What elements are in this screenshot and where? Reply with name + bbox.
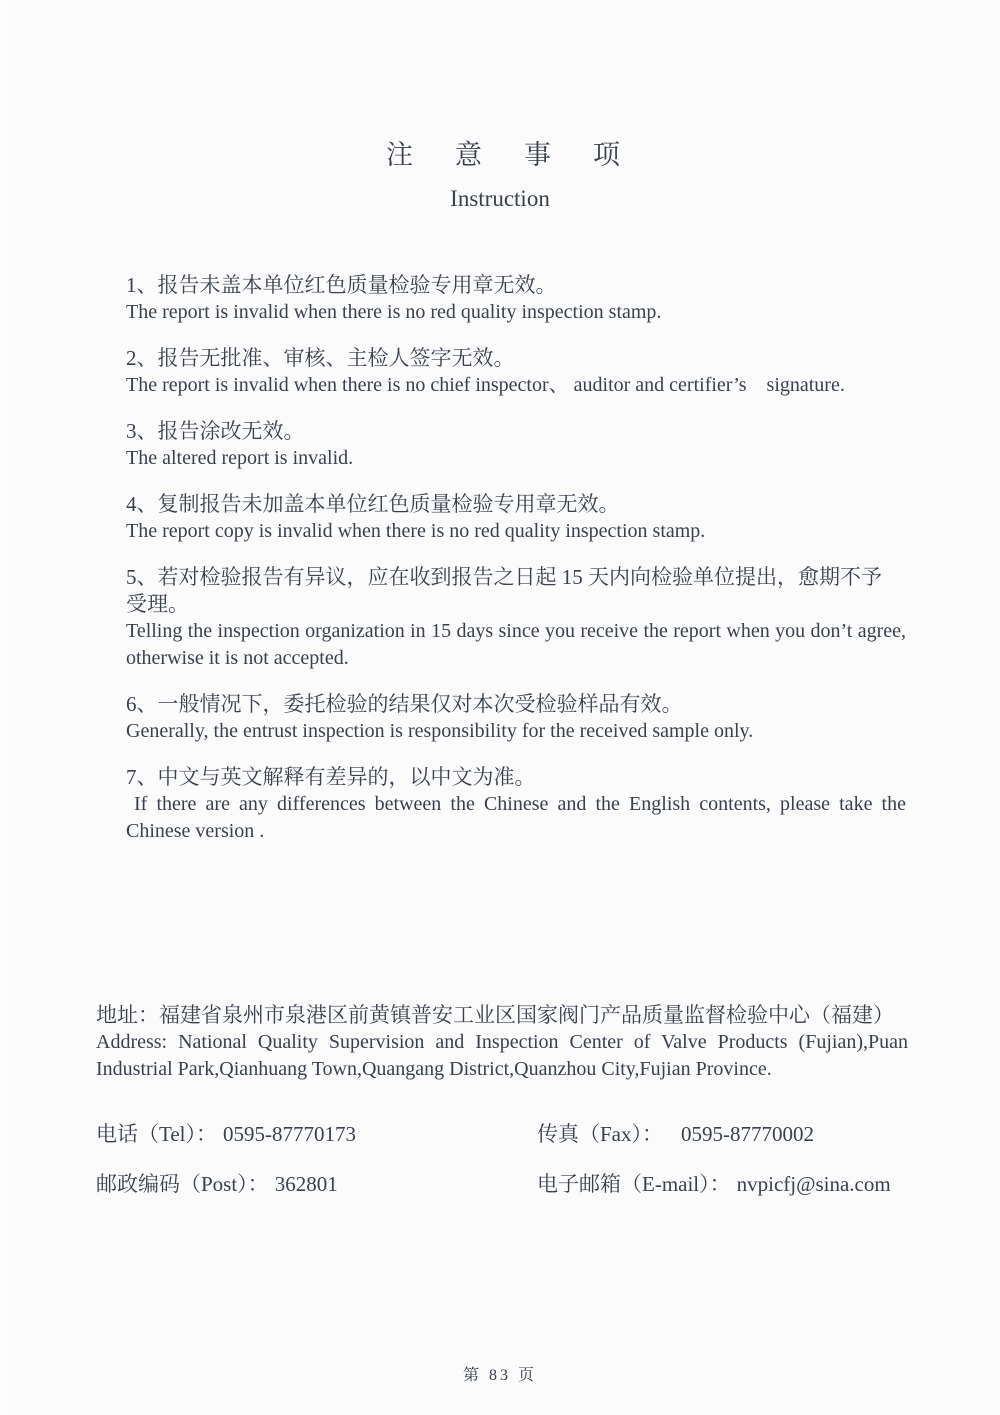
- address-english-text: Address: National Quality Supervision and Inspection Center of Valve Products (Fujian),Puan Industrial Park,Qianhuang Town,Quangang District,Quanzhou City,Fujian Province.: [96, 1031, 908, 1080]
- email-field: [537, 1171, 908, 1197]
- instruction-item-4: [126, 491, 906, 545]
- item-1-english-text: The report is invalid when there is no red quality inspection stamp.: [126, 301, 662, 323]
- item-3-english-text: The altered report is invalid.: [126, 447, 354, 469]
- item-4-english-text: The report copy is invalid when there is no red quality inspection stamp.: [126, 520, 706, 542]
- postcode-label: 邮政编码（Post）：: [96, 1172, 269, 1196]
- item-3-chinese-text: 3、报告涂改无效。: [126, 419, 305, 443]
- item-6-chinese-text: 6、一般情况下，委托检验的结果仅对本次受检验样品有效。: [126, 692, 683, 716]
- contact-block: [96, 1121, 908, 1221]
- fax-field: [537, 1121, 908, 1147]
- telephone-label: 电话（Tel）：: [96, 1122, 218, 1146]
- item-2-chinese-text: 2、报告无批准、审核、主检人签字无效。: [126, 346, 515, 370]
- page-number: 第 83 页: [462, 1367, 537, 1384]
- email-label: 电子邮箱（E-mail）：: [537, 1172, 731, 1196]
- instruction-item-2: [126, 345, 906, 399]
- item-5-chinese-text-line-1: 5、若对检验报告有异议，应在收到报告之日起 15 天内向检验单位提出，愈期不予: [126, 565, 882, 589]
- address-chinese-text: 地址：福建省泉州市泉港区前黄镇普安工业区国家阀门产品质量监督检验中心（福建）: [96, 1003, 894, 1027]
- item-7-chinese-text: 7、中文与英文解释有差异的，以中文为准。: [126, 765, 536, 789]
- item-5-english-text: Telling the inspection organization in 15 days since you receive the report when you don’t agree, otherwise it is not accepted.: [126, 620, 906, 669]
- fax-label: 传真（Fax）：: [537, 1122, 663, 1146]
- instruction-item-1: [126, 272, 906, 326]
- instruction-item-3: [126, 418, 906, 472]
- page-title-english: Instruction: [450, 186, 550, 211]
- telephone-value: 0595-87770173: [223, 1122, 357, 1146]
- instruction-item-6: [126, 691, 906, 745]
- contact-row-post-email: [96, 1171, 908, 1197]
- item-7-english-text: If there are any differences between the Chinese and the English contents, please take the Chinese version .: [126, 793, 906, 842]
- fax-value: 0595-87770002: [681, 1122, 814, 1146]
- item-6-english-text: Generally, the entrust inspection is responsibility for the received sample only.: [126, 720, 754, 742]
- item-4-chinese-text: 4、复制报告未加盖本单位红色质量检验专用章无效。: [126, 492, 620, 516]
- postcode-field: [96, 1171, 537, 1197]
- contact-row-tel-fax: [96, 1121, 908, 1147]
- item-2-english-text: The report is invalid when there is no chief inspector、 auditor and certifier’s signature.: [126, 374, 845, 396]
- instruction-item-7: [126, 764, 906, 845]
- item-5-chinese-text-line-2: 受理。: [126, 592, 189, 616]
- page-title-chinese: 注意事项: [386, 140, 662, 170]
- address-block: [96, 1002, 908, 1083]
- telephone-field: [96, 1121, 537, 1147]
- instruction-item-5: [126, 564, 906, 672]
- instruction-list: [126, 272, 906, 864]
- item-1-chinese-text: 1、报告未盖本单位红色质量检验专用章无效。: [126, 273, 557, 297]
- postcode-value: 362801: [274, 1172, 338, 1196]
- email-value: nvpicfj@sina.com: [736, 1172, 891, 1196]
